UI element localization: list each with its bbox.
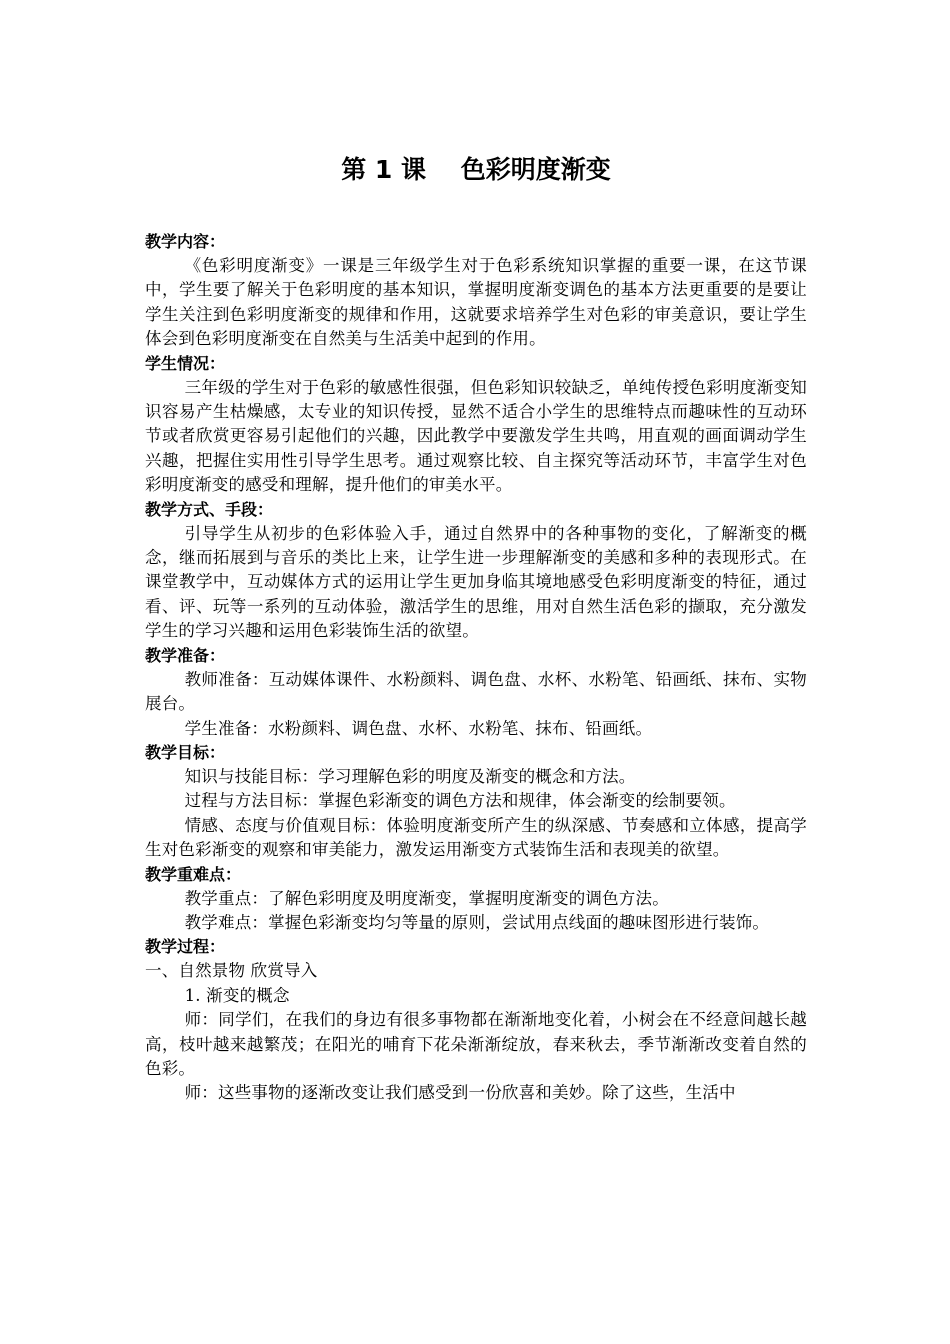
- body-paragraph: 学生准备：水粉颜料、调色盘、水杯、水粉笔、抹布、铅画纸。: [184, 718, 653, 738]
- body-paragraph: 师：这些事物的逐渐改变让我们感受到一份欣喜和美妙。除了这些，生活中: [184, 1083, 736, 1103]
- body-paragraph: 一、自然景物 欣赏导入: [145, 961, 318, 981]
- body-paragraph: 三年级的学生对于色彩的敏感性很强，但色彩知识较缺乏，单纯传授色彩明度渐变知识容易产生枯燥感，太专业的知识传授，显然不适合小学生的思维特点而趣味性的互动环节或者欣赏更容易引起他们的兴趣，因此教学中要激发学生共鸣，用直观的画面调动学生兴趣，把握住实用性引导学生思考。通过观察比较、自主探究等活动环节，丰富学生对色彩明度渐变的感受和理解，提升他们的审美水平。: [145, 377, 807, 495]
- body-paragraph: 教学难点：掌握色彩渐变均匀等量的原则，尝试用点线面的趣味图形进行装饰。: [184, 912, 770, 932]
- page-title: 第 1 课 色彩明度渐变: [341, 155, 611, 184]
- body-paragraph: 1. 渐变的概念: [184, 985, 290, 1005]
- section-heading: 教学内容：: [145, 232, 226, 251]
- body-paragraph: 《色彩明度渐变》一课是三年级学生对于色彩系统知识掌握的重要一课，在这节课中，学生要了解关于色彩明度的基本知识，掌握明度渐变调色的基本方法更重要的是要让学生关注到色彩明度渐变的规律和作用，这就要求培养学生对色彩的审美意识，要让学生体会到色彩明度渐变在自然美与生活美中起到的作用。: [145, 256, 807, 349]
- body-paragraph: 情感、态度与价值观目标：体验明度渐变所产生的纵深感、节奏感和立体感，提高学生对色彩渐变的观察和审美能力，激发运用渐变方式装饰生活和表现美的欲望。: [145, 815, 807, 860]
- section-heading: 教学重难点：: [145, 864, 242, 884]
- document-body: [145, 230, 807, 1106]
- section-heading: 教学过程：: [145, 937, 226, 957]
- document-page: [145, 152, 807, 1106]
- section-heading: 教学目标：: [145, 742, 226, 762]
- body-paragraph: 知识与技能目标：学习理解色彩的明度及渐变的概念和方法。: [184, 766, 636, 786]
- section-heading: 教学方式、手段：: [145, 499, 274, 519]
- section-heading: 教学准备：: [145, 645, 226, 665]
- body-paragraph: 引导学生从初步的色彩体验入手，通过自然界中的各种事物的变化，了解渐变的概念，继而拓展到与音乐的类比上来，让学生进一步理解渐变的美感和多种的表现形式。在课堂教学中，互动媒体方式的运用让学生更加身临其境地感受色彩明度渐变的特征，通过看、评、玩等一系列的互动体验，激活学生的思维，用对自然生活色彩的撷取，充分激发学生的学习兴趣和运用色彩装饰生活的欲望。: [145, 523, 807, 641]
- body-paragraph: 师：同学们，在我们的身边有很多事物都在渐渐地变化着，小树会在不经意间越长越高，枝叶越来越繁茂；在阳光的哺育下花朵渐渐绽放，春来秋去，季节渐渐改变着自然的色彩。: [145, 1010, 807, 1078]
- body-paragraph: 过程与方法目标：掌握色彩渐变的调色方法和规律，体会渐变的绘制要领。: [184, 791, 736, 811]
- body-paragraph: 教师准备：互动媒体课件、水粉颜料、调色盘、水杯、水粉笔、铅画纸、抹布、实物展台。: [145, 669, 807, 714]
- section-heading: 学生情况：: [145, 353, 226, 373]
- body-paragraph: 教学重点：了解色彩明度及明度渐变，掌握明度渐变的调色方法。: [184, 888, 669, 908]
